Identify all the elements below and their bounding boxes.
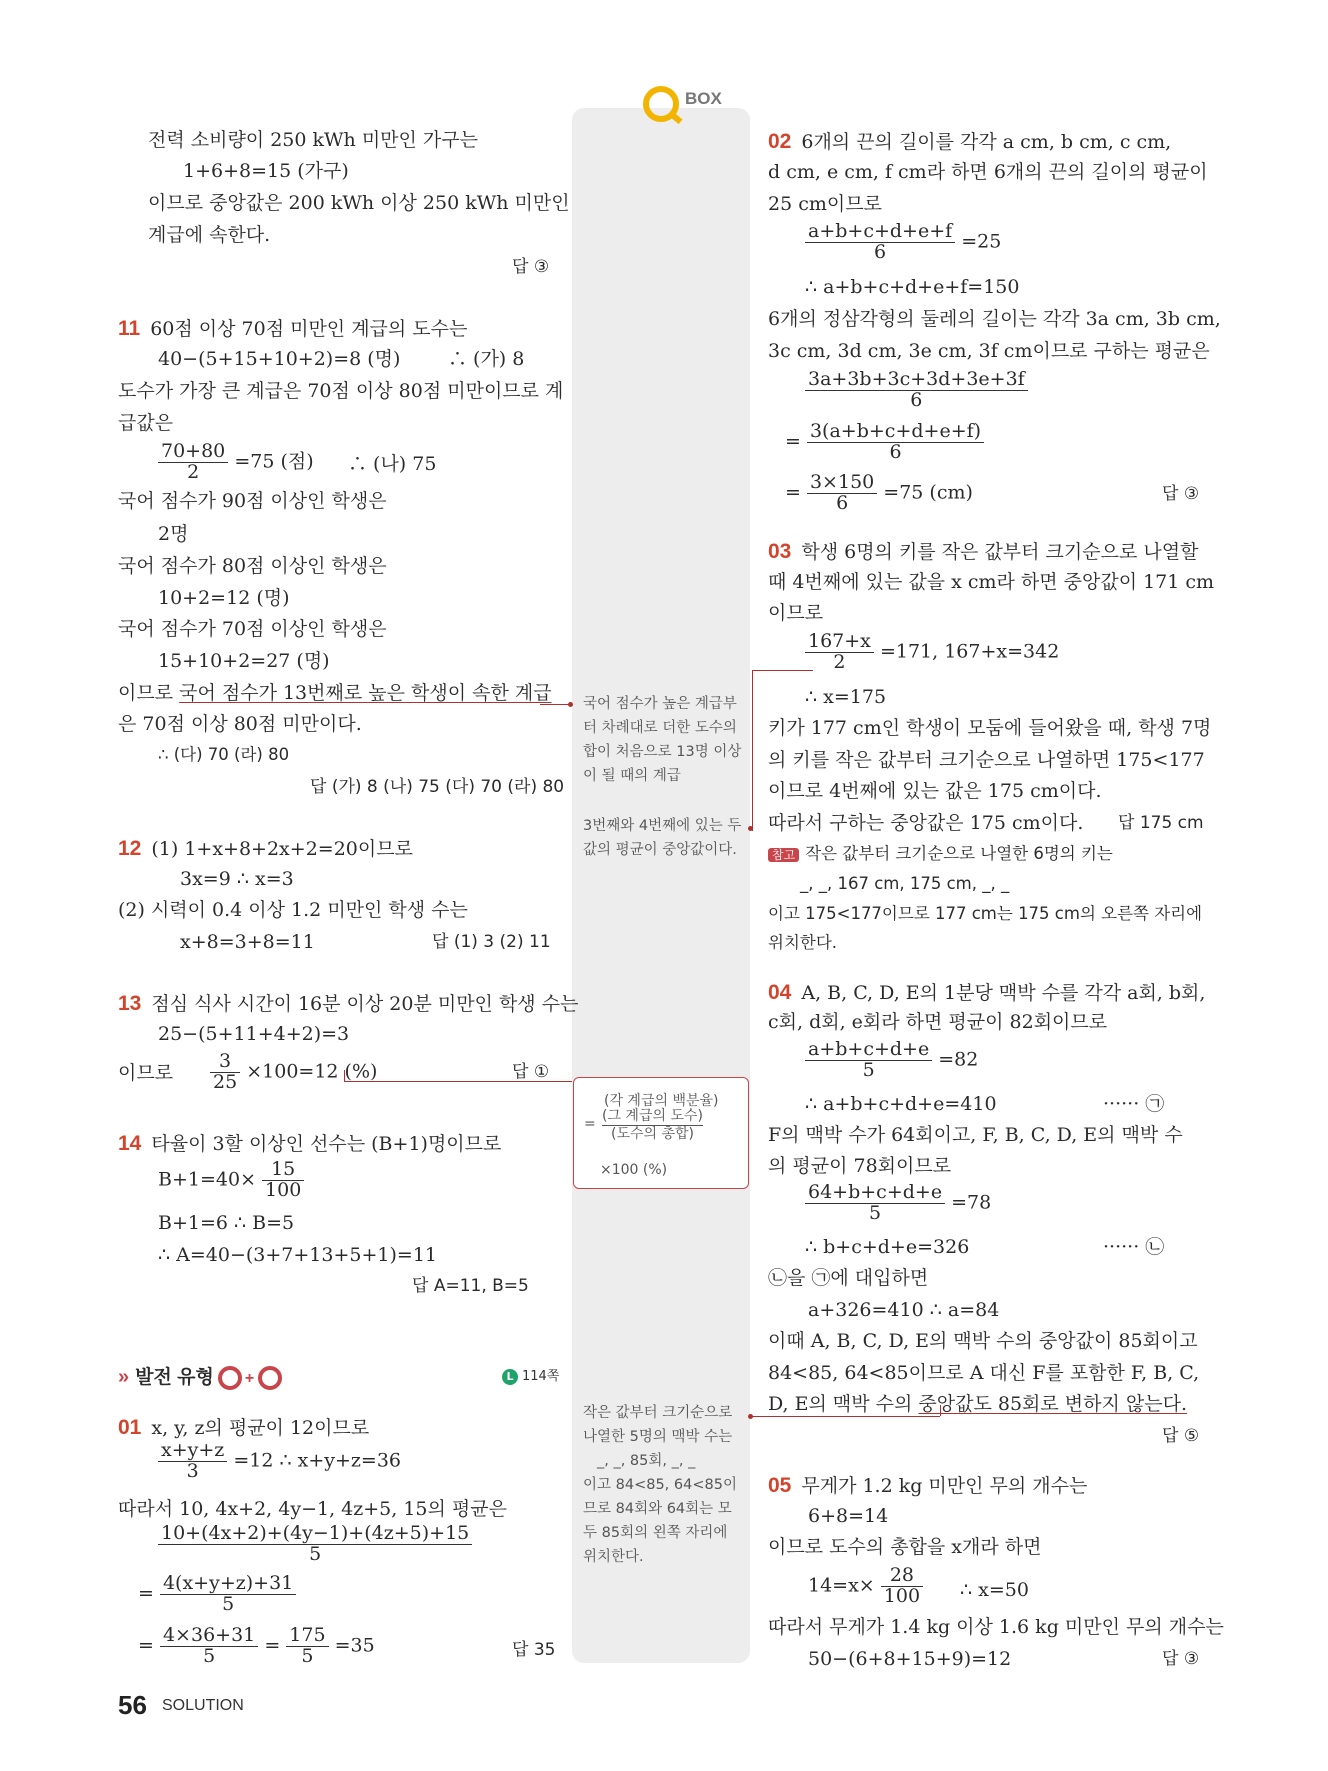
text-line: 40−(5+15+10+2)=8 (명) — [158, 348, 401, 370]
equals-sign: = — [138, 1582, 154, 1605]
answer-mark: 답 35 — [512, 1640, 556, 1660]
text-line: 이므로 4번째에 있는 값은 175 cm이다. — [768, 780, 1102, 802]
text-line: =25 — [961, 230, 1002, 253]
text-line: 점심 식사 시간이 16분 이상 20분 미만인 학생 수는 — [151, 993, 579, 1015]
text-line: ∴ A=40−(3+7+13+5+1)=11 — [158, 1244, 437, 1266]
text-line: =82 — [938, 1048, 979, 1071]
text-line: x+8=3+8=11 — [180, 931, 315, 953]
text-line: ×100=12 (%) — [246, 1060, 378, 1083]
text-line: ∴ (다) 70 (라) 80 — [158, 745, 290, 764]
text-line: 학생 6명의 키를 작은 값부터 크기순으로 나열할 — [801, 541, 1199, 563]
text-line: 이므로 — [118, 682, 180, 704]
equation-marker: ······ ㉡ — [1103, 1236, 1165, 1258]
fraction: $\frac{a+b+c+d+e+f}{6}$ — [805, 222, 955, 263]
q-box-icon — [643, 86, 679, 122]
page-number: 56 — [118, 1690, 147, 1720]
connector-dot — [748, 826, 753, 831]
text-line: 2명 — [158, 523, 189, 545]
fraction: $\frac{28}{100}$ — [881, 1566, 923, 1607]
text-line: 키가 177 cm인 학생이 모둠에 들어왔을 때, 학생 7명 — [768, 717, 1212, 739]
problem-number: 11 — [118, 317, 141, 340]
l-badge-icon: L — [502, 1369, 518, 1385]
fraction: $\frac{3a+3b+3c+3d+3e+3f}{6}$ — [805, 370, 1028, 411]
text-line: =35 — [334, 1634, 375, 1657]
problem-number: 02 — [768, 130, 792, 153]
answer-mark: 답 (가) 8 (나) 75 (다) 70 (라) 80 — [310, 777, 565, 797]
text-line: 60점 이상 70점 미만인 계급의 도수는 — [150, 318, 468, 340]
text-line: 도수가 가장 큰 계급은 70점 이상 80점 미만이므로 계 — [118, 380, 564, 402]
answer-mark: 답 ⑤ — [1162, 1426, 1200, 1446]
box-note-13th-student: 국어 점수가 높은 계급부터 차례대로 더한 도수의 합이 처음으로 13명 이상이 될 때의 계급 — [583, 696, 742, 784]
connector-line — [752, 1416, 940, 1417]
percentage-formula-box — [573, 1077, 749, 1189]
text-line: =75 (cm) — [883, 481, 973, 504]
fraction: $\frac{3}{25}$ — [210, 1052, 240, 1093]
text-line: 의 평균이 78회이므로 — [768, 1155, 952, 1177]
connector-line — [344, 1081, 572, 1082]
text-line: =171, 167+x=342 — [879, 640, 1060, 663]
connector-dot — [748, 1414, 753, 1419]
text-line: 25 cm이므로 — [768, 193, 882, 215]
problem-number: 13 — [118, 992, 142, 1015]
text-line: 15+10+2=27 (명) — [158, 650, 330, 672]
equals-sign: = — [138, 1634, 154, 1657]
text-line: 국어 점수가 70점 이상인 학생은 — [118, 618, 387, 640]
problem-number: 14 — [118, 1132, 142, 1155]
text-line: 이므로 — [118, 1062, 174, 1084]
problem-number: 05 — [768, 1474, 792, 1497]
text-line: ∴ (나) 75 — [348, 453, 437, 475]
text-line: 은 70점 이상 80점 미만이다. — [118, 713, 362, 735]
text-line: x, y, z의 평균이 12이므로 — [151, 1417, 370, 1439]
text-line: F의 맥박 수가 64회이고, F, B, C, D, E의 맥박 수 — [768, 1124, 1183, 1146]
text-line: 이때 A, B, C, D, E의 맥박 수의 중앙값이 85회이고 — [768, 1330, 1198, 1352]
text-line: 6개의 끈의 길이를 각각 a cm, b cm, c cm, — [801, 131, 1172, 153]
text-line: ∴ x=50 — [960, 1579, 1029, 1601]
text-line: 따라서 무게가 1.4 kg 이상 1.6 kg 미만인 무의 개수는 — [768, 1616, 1224, 1638]
answer-mark: 답 A=11, B=5 — [412, 1276, 529, 1296]
box-note-pulse-order: 작은 값부터 크기순으로 나열한 5명의 맥박 수는 _, _, 85회, _, _ 이고 84<85, 64<85이므로 84회와 64회는 모두 85회의 왼쪽 자리에 위치한다. — [583, 1405, 737, 1565]
text-line: 이므로 중앙값은 200 kWh 이상 250 kWh 미만인 — [148, 192, 570, 214]
text-line: 국어 점수가 80점 이상인 학생은 — [118, 555, 387, 577]
problem-number: 04 — [768, 981, 792, 1004]
fraction: $\frac{175}{5}$ — [286, 1626, 328, 1667]
text-line: ∴ x=175 — [805, 686, 887, 708]
fraction: $\frac{70+80}{2}$ — [158, 442, 228, 483]
text-line: 따라서 구하는 중앙값은 175 cm이다. — [768, 812, 1084, 834]
advanced-type-heading: » 발전 유형 + — [118, 1362, 282, 1390]
text-line: 84<85, 64<85이므로 A 대신 F를 포함한 F, B, C, — [768, 1362, 1200, 1384]
q-box-label: BOX — [685, 89, 722, 108]
connector-dot — [568, 702, 573, 707]
formula-denominator: (도수의 총합) — [610, 1125, 694, 1142]
text-line: ∴ a+b+c+d+e=410 — [805, 1093, 997, 1115]
text-line: 계급에 속한다. — [148, 224, 271, 246]
problem-number: 03 — [768, 540, 792, 563]
text-line: (2) 시력이 0.4 이상 1.2 미만인 학생 수는 — [118, 899, 468, 921]
problem-number: 01 — [118, 1416, 142, 1439]
text-line: 의 키를 작은 값부터 크기순으로 나열하면 175<177 — [768, 749, 1205, 771]
note-text: _, _, 167 cm, 175 cm, _, _ — [800, 874, 1010, 893]
underlined-text: 국어 점수가 13번째로 높은 학생이 속한 계급 — [179, 682, 552, 704]
text-line: 14=x× — [808, 1574, 875, 1597]
text-line: 6+8=14 — [808, 1505, 889, 1527]
answer-mark: 답 ① — [512, 1062, 550, 1082]
fraction: $\frac{3\times 150}{6}$ — [807, 473, 877, 514]
connector-line — [344, 1070, 345, 1081]
text-line: B+1=40× — [158, 1168, 256, 1191]
plus-icon: + — [244, 1370, 255, 1387]
note-text: 작은 값부터 크기순으로 나열한 6명의 키는 — [805, 844, 1113, 863]
q-logo-icon — [218, 1366, 242, 1390]
equals-sign: = — [785, 481, 801, 504]
text-line: 전력 소비량이 250 kWh 미만인 가구는 — [148, 129, 478, 151]
fraction: $\frac{10+(4x+2)+(4y-1)+(4z+5)+15}{5}$ — [158, 1524, 472, 1565]
note-tag: 참고 — [768, 848, 799, 862]
connector-line — [540, 704, 570, 705]
formula-label: (각 계급의 백분율) — [604, 1093, 719, 1109]
text-line: 1+6+8=15 (가구) — [183, 160, 349, 182]
text-line: D, E의 맥박 수의 — [768, 1393, 919, 1415]
text-line: 이므로 — [768, 602, 824, 624]
text-line: 3c cm, 3d cm, 3e cm, 3f cm이므로 구하는 평균은 — [768, 340, 1210, 362]
answer-mark: 답 (1) 3 (2) 11 — [432, 932, 551, 952]
double-chevron-icon: » — [118, 1366, 130, 1388]
fraction: $\frac{a+b+c+d+e}{5}$ — [805, 1040, 932, 1081]
fraction: $\frac{64+b+c+d+e}{5}$ — [805, 1183, 945, 1224]
fraction: $\frac{x+y+z}{3}$ — [158, 1441, 227, 1482]
text-line: 따라서 10, 4x+2, 4y−1, 4z+5, 15의 평균은 — [118, 1498, 507, 1520]
text-line: 무게가 1.2 kg 미만인 무의 개수는 — [801, 1475, 1088, 1497]
text-line: 10+2=12 (명) — [158, 587, 290, 609]
text-line: ∴ b+c+d+e=326 — [805, 1236, 970, 1258]
page-reference: L 114쪽 — [502, 1365, 559, 1385]
fraction: $\frac{3(a+b+c+d+e+f)}{6}$ — [807, 422, 984, 463]
text-line: 타율이 3할 이상인 선수는 (B+1)명이므로 — [151, 1133, 502, 1155]
text-line: ∴ a+b+c+d+e+f=150 — [805, 276, 1020, 298]
fraction: $\frac{4\times 36+31}{5}$ — [160, 1626, 258, 1667]
equals-sign: = — [584, 1116, 596, 1132]
equation-marker: ······ ㉠ — [1103, 1093, 1165, 1115]
box-note-median: 3번째와 4번째에 있는 두 값의 평균이 중앙값이다. — [583, 818, 742, 858]
equals-sign: = — [264, 1634, 281, 1657]
text-line: d cm, e cm, f cm라 하면 6개의 끈의 길이의 평균이 — [768, 161, 1208, 183]
q-logo-icon — [258, 1366, 282, 1390]
problem-number: 12 — [118, 837, 142, 860]
text-line: =75 (점) — [234, 450, 314, 473]
answer-mark: 답 175 cm — [1118, 813, 1204, 833]
text-line: 25−(5+11+4+2)=3 — [158, 1023, 350, 1045]
formula-numerator: (그 계급의 도수) — [602, 1108, 703, 1124]
text-line: 급값은 — [118, 412, 174, 434]
note-text: 이고 175<177이므로 177 cm는 175 cm의 오른쪽 자리에 — [768, 904, 1203, 923]
text-line: 50−(6+8+15+9)=12 — [808, 1648, 1012, 1670]
formula-tail: ×100 (%) — [600, 1162, 668, 1178]
answer-mark: 답 ③ — [512, 257, 550, 277]
underlined-text: 중앙값도 85회로 변하지 않는다. — [918, 1393, 1187, 1415]
equals-sign: = — [785, 430, 801, 453]
text-line: a+326=410 ∴ a=84 — [808, 1299, 1000, 1321]
fraction: $\frac{4(x+y+z)+31}{5}$ — [160, 1574, 296, 1615]
text-line: B+1=6 ∴ B=5 — [158, 1212, 295, 1234]
text-line: =12 ∴ x+y+z=36 — [233, 1449, 402, 1472]
text-line: 때 4번째에 있는 값을 x cm라 하면 중앙값이 171 cm — [768, 571, 1215, 593]
text-line: c회, d회, e회라 하면 평균이 82회이므로 — [768, 1011, 1108, 1033]
answer-mark: 답 ③ — [1162, 1649, 1200, 1669]
text-line: 3x=9 ∴ x=3 — [180, 868, 294, 890]
text-line: (1) 1+x+8+2x+2=20이므로 — [151, 838, 413, 860]
fraction: $\frac{167+x}{2}$ — [805, 632, 874, 673]
answer-mark: 답 ③ — [1162, 484, 1200, 504]
fraction: $\frac{15}{100}$ — [262, 1160, 304, 1201]
text-line: ∴ (가) 8 — [448, 348, 525, 370]
text-line: 국어 점수가 90점 이상인 학생은 — [118, 490, 387, 512]
text-line: 6개의 정삼각형의 둘레의 길이는 각각 3a cm, 3b cm, — [768, 308, 1221, 330]
footer-label: SOLUTION — [162, 1697, 244, 1714]
text-line: ㉡을 ㉠에 대입하면 — [768, 1267, 929, 1289]
text-line: 이므로 도수의 총합을 x개라 하면 — [768, 1536, 1042, 1558]
text-line: A, B, C, D, E의 1분당 맥박 수를 각각 a회, b회, — [801, 982, 1206, 1004]
text-line: =78 — [951, 1191, 992, 1214]
note-text: 위치한다. — [768, 933, 838, 952]
